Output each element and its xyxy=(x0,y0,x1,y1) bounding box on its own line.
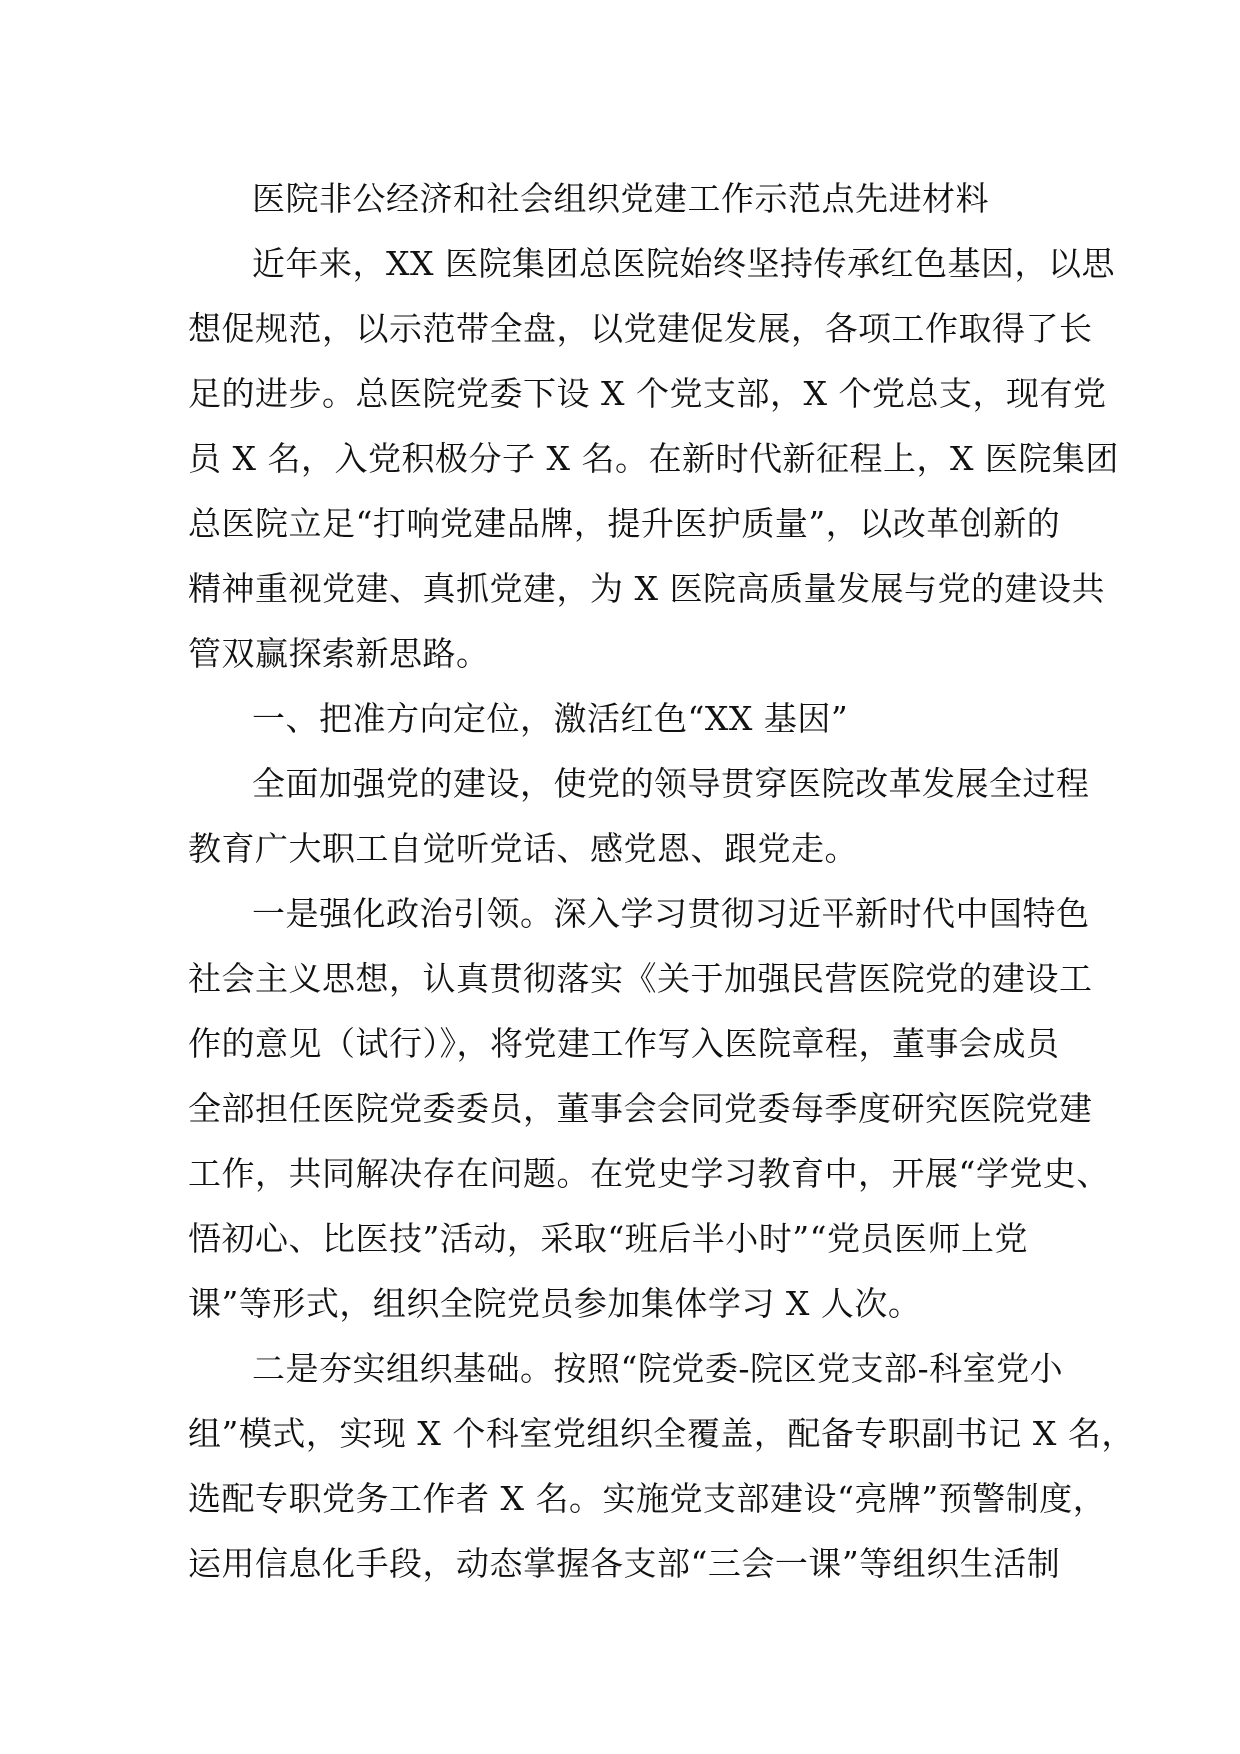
paragraph-line: 组”模式，实现 X 个科室党组织全覆盖，配备专职副书记 X 名， xyxy=(188,1414,1135,1453)
document-title: 医院非公经济和社会组织党建工作示范点先进材料 xyxy=(252,179,989,218)
paragraph-line: 想促规范，以示范带全盘，以党建促发展，各项工作取得了长 xyxy=(188,309,1093,348)
paragraph-line: 工作，共同解决存在问题。在党史学习教育中，开展“学党史、 xyxy=(188,1154,1110,1193)
paragraph-line: 社会主义思想，认真贯彻落实《关于加强民营医院党的建设工 xyxy=(188,959,1093,998)
paragraph-line: 总医院立足“打响党建品牌，提升医护质量”，以改革创新的 xyxy=(188,504,1061,543)
document-body xyxy=(188,166,1135,1596)
paragraph-line: 教育广大职工自觉听党话、感党恩、跟党走。 xyxy=(188,829,858,868)
paragraph-line: 精神重视党建、真抓党建，为 X 医院高质量发展与党的建设共 xyxy=(188,569,1105,608)
paragraph-line: 全面加强党的建设，使党的领导贯穿医院改革发展全过程 xyxy=(252,764,1090,803)
section-heading: 一、把准方向定位，激活红色“XX 基因” xyxy=(252,699,849,738)
paragraph-line: 近年来，XX 医院集团总医院始终坚持传承红色基因，以思 xyxy=(252,244,1115,283)
paragraph-line: 悟初心、比医技”活动，采取“班后半小时”“党员医师上党 xyxy=(188,1219,1028,1258)
paragraph-line: 运用信息化手段，动态掌握各支部“三会一课”等组织生活制 xyxy=(188,1544,1061,1583)
paragraph-line: 员 X 名，入党积极分子 X 名。在新时代新征程上，X 医院集团 xyxy=(188,439,1119,478)
paragraph-line: 课”等形式，组织全院党员参加集体学习 X 人次。 xyxy=(188,1284,922,1323)
paragraph-line: 管双赢探索新思路。 xyxy=(188,634,490,673)
paragraph-line: 一是强化政治引领。深入学习贯彻习近平新时代中国特色 xyxy=(252,894,1090,933)
paragraph-line: 作的意见（试行）》，将党建工作写入医院章程，董事会成员 xyxy=(188,1024,1060,1063)
paragraph-line: 全部担任医院党委委员，董事会会同党委每季度研究医院党建 xyxy=(188,1089,1093,1128)
paragraph-line: 足的进步。总医院党委下设 X 个党支部，X 个党总支，现有党 xyxy=(188,374,1107,413)
paragraph-line: 选配专职党务工作者 X 名。实施党支部建设“亮牌”预警制度， xyxy=(188,1479,1107,1518)
paragraph-line: 二是夯实组织基础。按照“院党委-院区党支部-科室党小 xyxy=(252,1349,1064,1388)
